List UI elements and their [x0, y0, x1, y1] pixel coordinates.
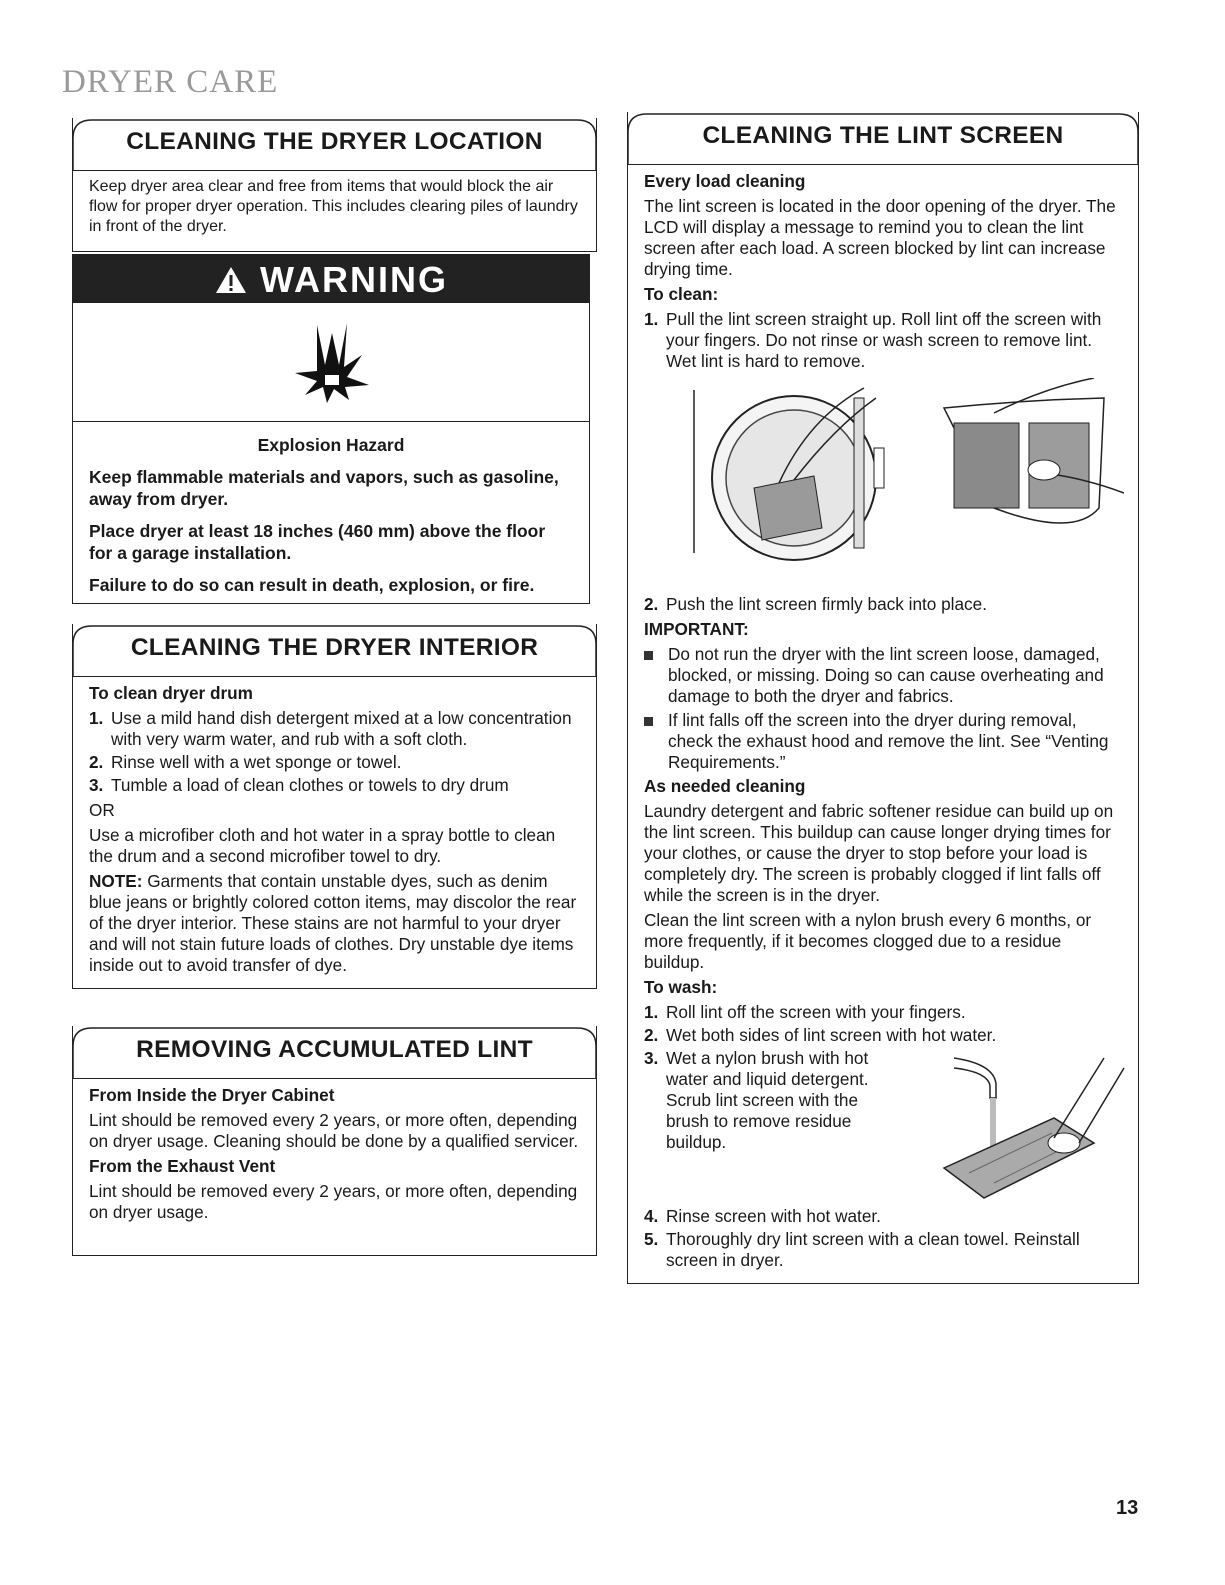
explosion-hazard-icon: [73, 303, 589, 422]
page-title: DRYER CARE: [62, 64, 279, 100]
hazard-title: Explosion Hazard: [257, 435, 405, 455]
paragraph: Keep dryer area clear and free from items that would block the air flow for proper dryer operation. This includes clearing piles of laundry in front of the dryer.: [89, 178, 578, 235]
list-item: 2. Push the lint screen firmly back into place.: [644, 594, 987, 614]
paragraph: Laundry detergent and fabric softener residue can build up on the lint screen. This buildup can cause longer drying times for your clothes, or cause the dryer to stop before your load is completely dry. The screen is probably clogged if lint falls off while the screen is in the dryer.: [644, 801, 1114, 905]
section-heading: CLEANING THE LINT SCREEN: [702, 122, 1064, 149]
bullet-icon: [644, 710, 668, 773]
warning-triangle-icon: [214, 259, 260, 300]
subheading: To clean:: [644, 284, 719, 304]
warning-line: Place dryer at least 18 inches (460 mm) above the floor for a garage installation.: [89, 521, 546, 563]
list-item: 5. Thoroughly dry lint screen with a clean towel. Reinstall screen in dryer.: [644, 1229, 1080, 1270]
section-heading: CLEANING THE DRYER INTERIOR: [130, 634, 539, 661]
paragraph: Clean the lint screen with a nylon brush every 6 months, or more frequently, if it becomes clogged due to a residue buildup.: [644, 910, 1092, 972]
warning-line: Keep flammable materials and vapors, such as gasoline, away from dryer.: [89, 467, 559, 509]
subheading: As needed cleaning: [644, 776, 806, 796]
note-text: Garments that contain unstable dyes, such as denim blue jeans or brightly colored cotton items, may discolor the rear of the dryer interior. These stains are not harmful to your dryer and will not stain future loads of clothes. Dry unstable dye items inside out to avoid transfer of dye.: [89, 871, 577, 975]
page-number: 13: [1116, 1497, 1139, 1519]
list-item: 1. Pull the lint screen straight up. Roll lint off the screen with your fingers. Do not rinse or wash screen to remove lint. Wet lint is hard to remove.: [644, 309, 1102, 371]
section-heading: CLEANING THE DRYER LOCATION: [126, 128, 543, 155]
bullet-item: If lint falls off the screen into the dryer during removal, check the exhaust hood and remove the lint. See “Venting Requirements.”: [644, 710, 1122, 773]
subheading: IMPORTANT:: [644, 619, 749, 639]
section-accumulated-lint: [72, 1026, 597, 1256]
list-item: 3. Tumble a load of clean clothes or towels to dry drum: [89, 775, 509, 795]
subheading: To wash:: [644, 977, 718, 997]
paragraph: Lint should be removed every 2 years, or more often, depending on dryer usage. Cleaning should be done by a qualified servicer.: [89, 1110, 579, 1151]
section-dryer-interior: [72, 624, 597, 989]
wash-screen-illustration: [934, 1048, 1134, 1206]
section-dryer-location: [72, 118, 597, 252]
subheading: To clean dryer drum: [89, 683, 253, 703]
section-lint-screen: [627, 112, 1139, 1284]
list-item: 2. Wet both sides of lint screen with hot water.: [644, 1025, 997, 1045]
list-item: 3. Wet a nylon brush with hot water and liquid detergent. Scrub lint screen with the brush to remove residue buildup.: [644, 1048, 869, 1152]
list-item: 1. Use a mild hand dish detergent mixed at a low concentration with very warm water, and rub with a soft cloth.: [89, 708, 572, 749]
subheading: Every load cleaning: [644, 171, 806, 191]
list-item: 2. Rinse well with a wet sponge or towel.: [89, 752, 402, 772]
warning-line: Failure to do so can result in death, explosion, or fire.: [89, 575, 535, 595]
subheading: From the Exhaust Vent: [89, 1156, 276, 1176]
list-item: 1. Roll lint off the screen with your fingers.: [644, 1002, 966, 1022]
warning-banner: [73, 255, 589, 303]
paragraph: Use a microfiber cloth and hot water in a spray bottle to clean the drum and a second microfiber towel to dry.: [89, 825, 556, 866]
subheading: From Inside the Dryer Cabinet: [89, 1085, 335, 1105]
or-label: OR: [89, 800, 115, 820]
section-heading: REMOVING ACCUMULATED LINT: [136, 1036, 533, 1063]
warning-label: WARNING: [260, 259, 448, 300]
warning-box: [72, 254, 590, 604]
bullet-icon: [644, 644, 668, 707]
lint-screen-illustration: [644, 378, 1122, 588]
note-label: NOTE:: [89, 871, 143, 891]
list-item: 4. Rinse screen with hot water.: [644, 1206, 881, 1226]
paragraph: The lint screen is located in the door opening of the dryer. The LCD will display a message to remind you to clean the lint screen after each load. A screen blocked by lint can increase drying time.: [644, 196, 1116, 279]
paragraph: Lint should be removed every 2 years, or more often, depending on dryer usage.: [89, 1181, 578, 1222]
bullet-item: Do not run the dryer with the lint screen loose, damaged, blocked, or missing. Doing so can cause overheating and damage to both the dryer and fabrics.: [644, 644, 1122, 707]
